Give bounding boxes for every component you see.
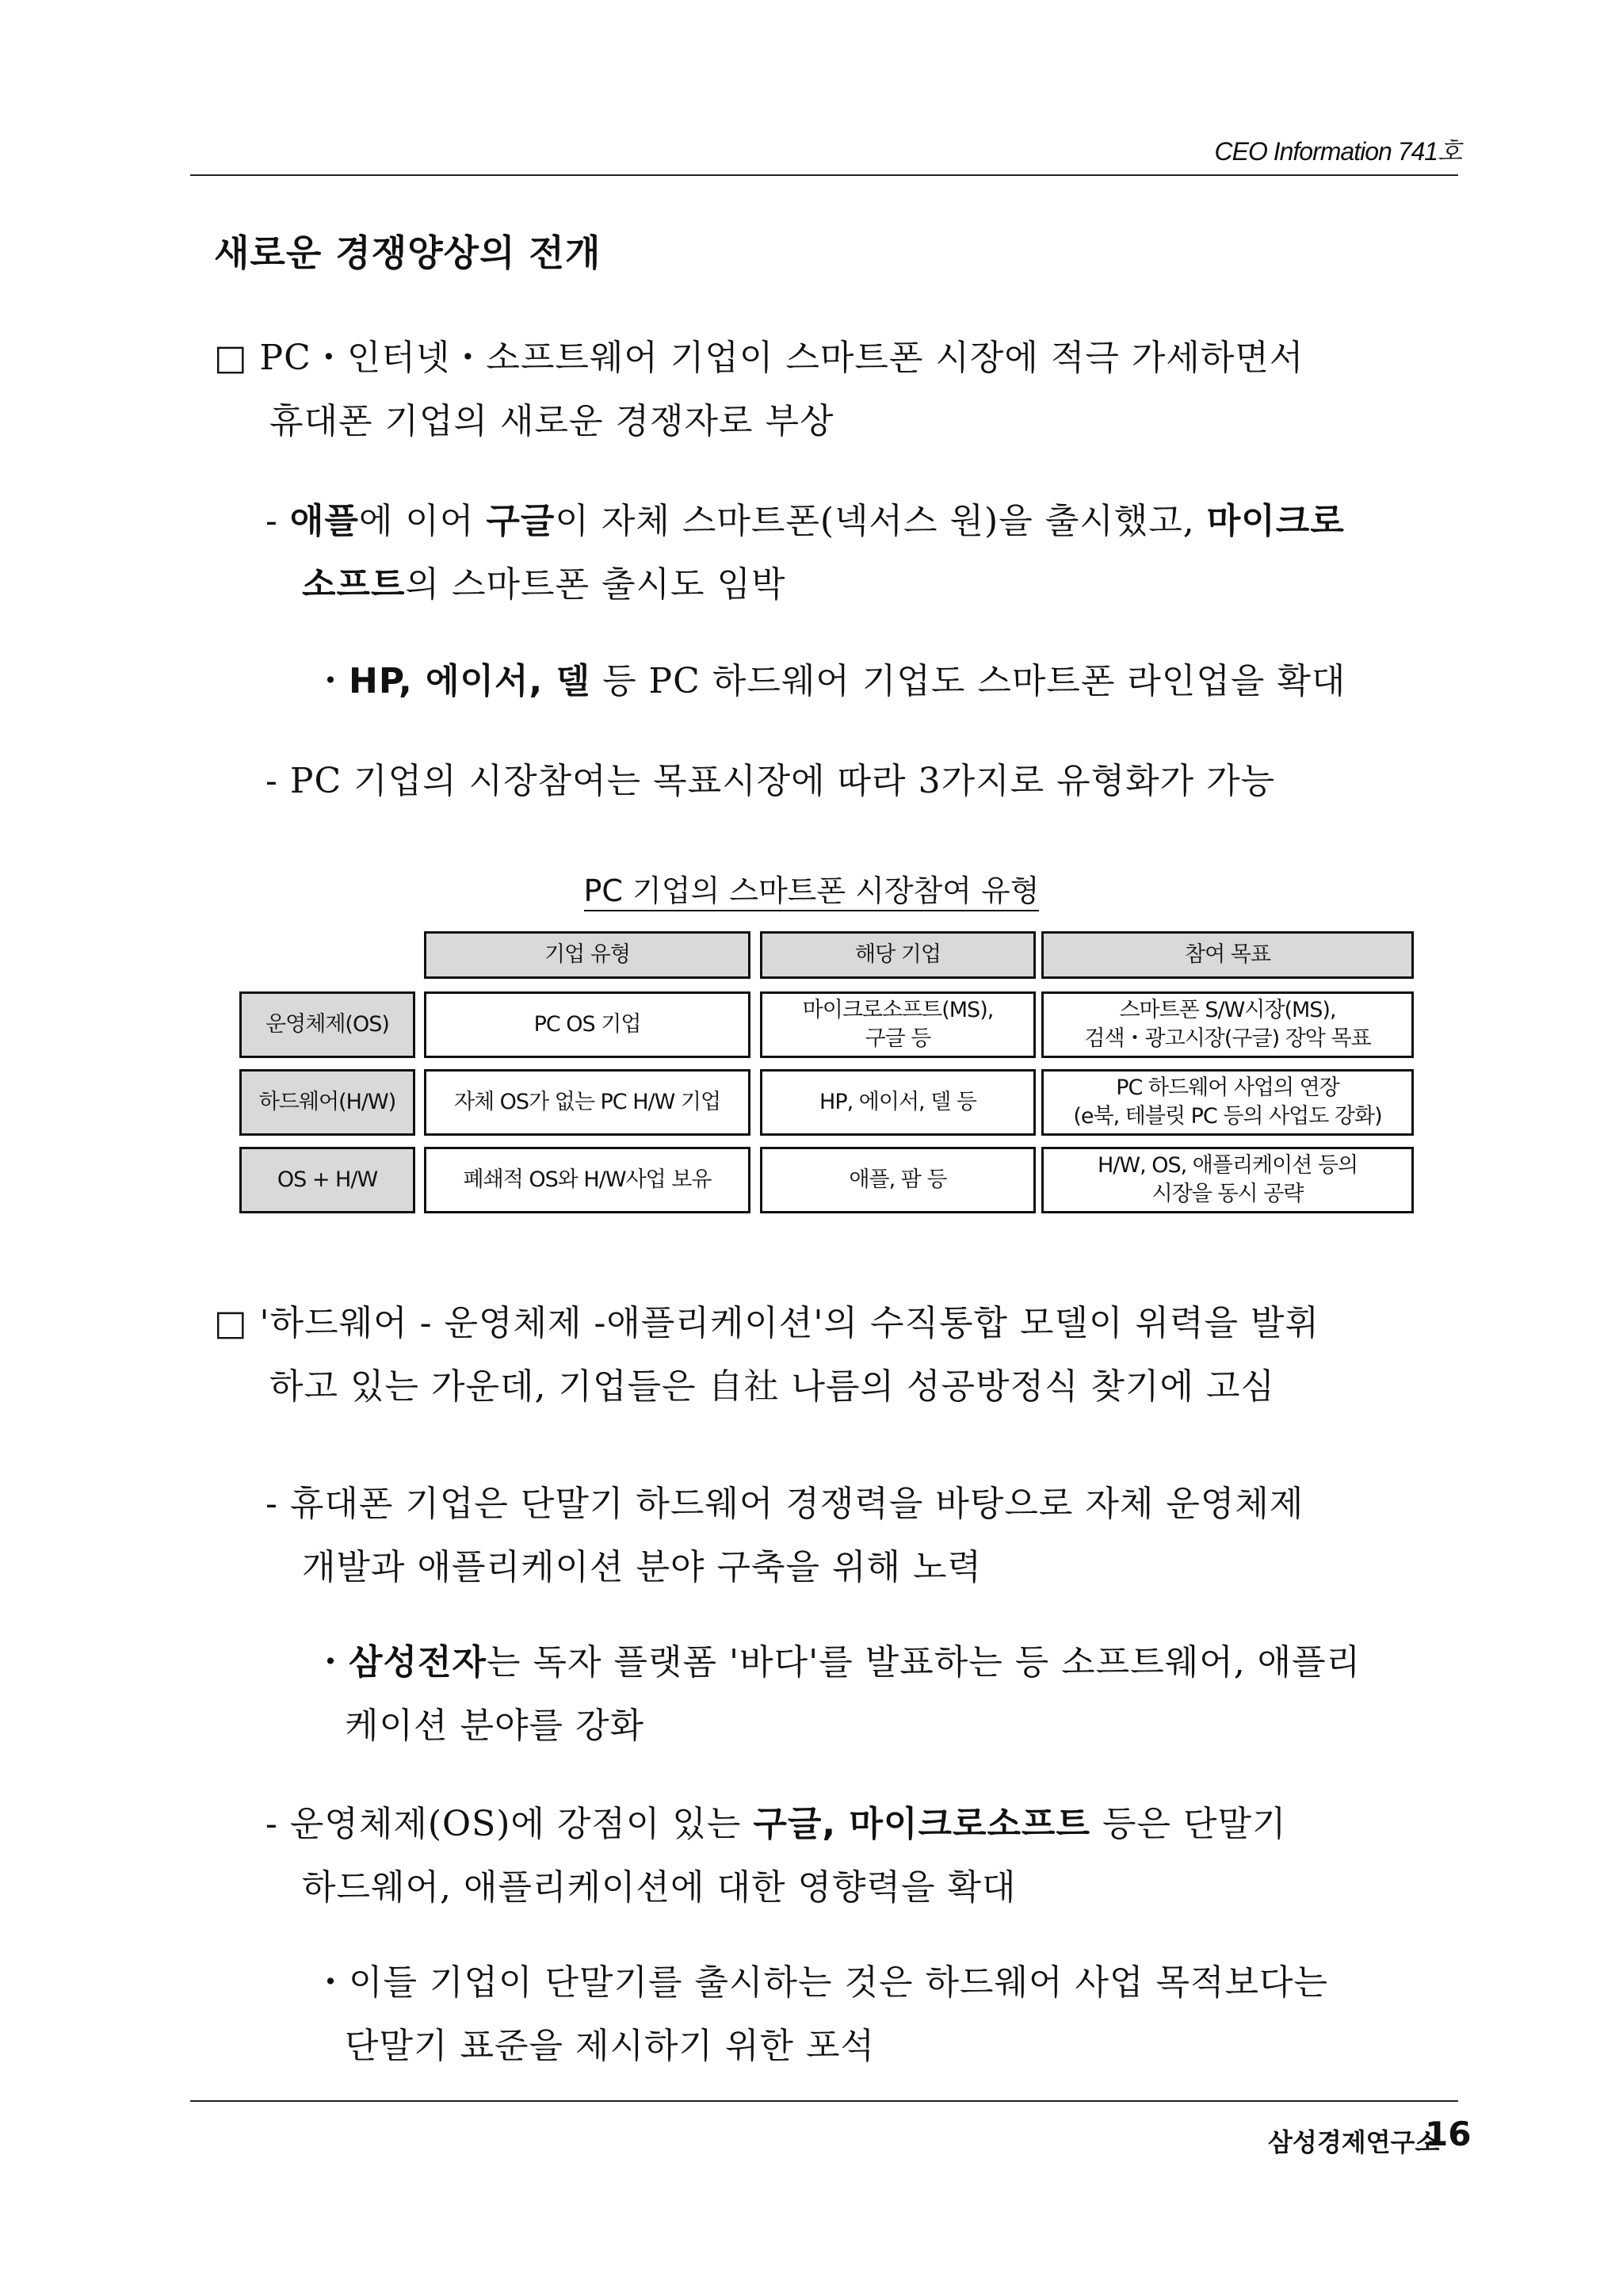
footer-rule xyxy=(190,2100,1458,2102)
company-microsoft-part1: 마이크로 xyxy=(1206,501,1345,541)
page-number: 16 xyxy=(1425,2115,1472,2153)
dash-2-line-1: - PC 기업의 시장참여는 목표시장에 따라 3가지로 유형화가 가능 xyxy=(265,761,1276,801)
bullet-paragraph-2 xyxy=(214,1292,1319,1419)
cell-line: (e북, 테블릿 PC 등의 사업도 강화) xyxy=(1073,1104,1382,1129)
publisher-name: 삼성경제연구소 xyxy=(1268,2127,1440,2157)
bullet-1-line-2: 휴대폰 기업의 새로운 경쟁자로 부상 xyxy=(269,401,834,441)
dash-3-line-2: 개발과 애플리케이션 분야 구축을 위해 노력 xyxy=(302,1547,983,1587)
dot-item-1 xyxy=(313,650,1346,713)
dot-marker: ・ xyxy=(313,1642,349,1683)
table-cell-type-os: PC OS 기업 xyxy=(424,991,750,1058)
table-cell-type-hw: 자체 OS가 없는 PC H/W 기업 xyxy=(424,1069,750,1136)
table-header-companies: 해당 기업 xyxy=(760,931,1036,979)
dot-3-line-1: ・이들 기업이 단말기를 출시하는 것은 하드웨어 사업 목적보다는 xyxy=(313,1962,1329,2003)
company-google: 구글 xyxy=(486,501,556,541)
bullet-1-line-1: □ PC・인터넷・소프트웨어 기업이 스마트폰 시장에 적극 가세하면서 xyxy=(214,338,1304,378)
bullet-2-line-2: 하고 있는 가운데, 기업들은 自社 나름의 성공방정식 찾기에 고심 xyxy=(269,1366,1275,1407)
table-header-goal: 참여 목표 xyxy=(1041,931,1414,979)
dot-2-line-2: 케이션 분야를 강화 xyxy=(345,1706,645,1746)
dash-4-line-2: 하드웨어, 애플리케이션에 대한 영향력을 확대 xyxy=(302,1867,1017,1908)
cell-line: 시장을 동시 공략 xyxy=(1151,1182,1304,1206)
dash-3-line-1: - 휴대폰 기업은 단말기 하드웨어 경쟁력을 바탕으로 자체 운영체제 xyxy=(265,1484,1304,1524)
table-cell-type-os-hw: 폐쇄적 OS와 H/W사업 보유 xyxy=(424,1147,750,1213)
cell-line: H/W, OS, 애플리케이션 등의 xyxy=(1097,1153,1358,1178)
table-cell-goal-os-hw xyxy=(1041,1147,1414,1213)
text-segment: 등은 단말기 xyxy=(1090,1804,1287,1844)
table-cell-goal-hw xyxy=(1041,1069,1414,1136)
dash-4-line-1 xyxy=(265,1793,1286,1856)
cell-line: PC 하드웨어 사업의 연장 xyxy=(1116,1075,1339,1100)
bullet-2-line-1: □ '하드웨어 - 운영체제 -애플리케이션'의 수직통합 모델이 위력을 발휘 xyxy=(214,1303,1319,1343)
dash-1-line-2 xyxy=(265,553,1345,617)
dot-2-line-1 xyxy=(313,1631,1361,1694)
table-row-label-os-hw: OS + H/W xyxy=(239,1147,415,1213)
companies-google-microsoft: 구글, 마이크로소프트 xyxy=(753,1804,1090,1844)
cell-line: 마이크로소프트(MS), xyxy=(802,998,994,1022)
table-row-label-os: 운영체제(OS) xyxy=(239,991,415,1058)
company-microsoft-part2: 소프트 xyxy=(302,564,406,605)
dot-marker: ・ xyxy=(313,661,349,701)
dot-item-3 xyxy=(313,1951,1328,2078)
companies-hp-acer-dell: HP, 에이서, 델 xyxy=(349,661,591,701)
bullet-paragraph-1 xyxy=(214,327,1304,453)
cell-line: 구글 등 xyxy=(865,1026,931,1051)
text-segment: 에 이어 xyxy=(358,501,487,541)
dot-item-2 xyxy=(313,1631,1361,1758)
cell-line: 스마트폰 S/W시장(MS), xyxy=(1119,998,1336,1022)
text-segment: 는 독자 플랫폼 '바다'를 발표하는 등 소프트웨어, 애플리 xyxy=(487,1642,1361,1683)
dash-1-line-1 xyxy=(265,490,1345,553)
dash-item-4 xyxy=(265,1793,1286,1920)
table-caption-text: PC 기업의 스마트폰 시장참여 유형 xyxy=(584,873,1040,911)
company-samsung: 삼성전자 xyxy=(349,1642,487,1683)
text-segment: 이 자체 스마트폰(넥서스 원)을 출시했고, xyxy=(555,501,1207,541)
table-cell-companies-os xyxy=(760,991,1036,1058)
table-cell-goal-os xyxy=(1041,991,1414,1058)
dash-item-1 xyxy=(265,490,1345,617)
text-segment: - 운영체제(OS)에 강점이 있는 xyxy=(265,1804,754,1844)
text-segment: 등 PC 하드웨어 기업도 스마트폰 라인업을 확대 xyxy=(590,661,1346,701)
dash-item-3 xyxy=(265,1473,1304,1599)
dash-marker: - xyxy=(265,501,290,541)
dot-3-line-2: 단말기 표준을 제시하기 위한 포석 xyxy=(345,2026,875,2066)
table-row-label-hw: 하드웨어(H/W) xyxy=(239,1069,415,1136)
table-cell-companies-os-hw: 애플, 팜 등 xyxy=(760,1147,1036,1213)
text-segment: 의 스마트폰 출시도 임박 xyxy=(405,564,786,605)
section-title: 새로운 경쟁양상의 전개 xyxy=(214,231,601,274)
dot-1-line-1 xyxy=(313,650,1346,713)
dash-item-2 xyxy=(265,750,1275,813)
table-cell-companies-hw: HP, 에이서, 델 등 xyxy=(760,1069,1036,1136)
table-header-type: 기업 유형 xyxy=(424,931,750,979)
table-caption xyxy=(0,866,1623,910)
cell-line: 검색・광고시장(구글) 장악 목표 xyxy=(1084,1026,1371,1051)
header-rule xyxy=(190,174,1458,176)
publication-label: CEO Information 741호 xyxy=(1214,137,1461,166)
company-apple: 애플 xyxy=(289,501,359,541)
